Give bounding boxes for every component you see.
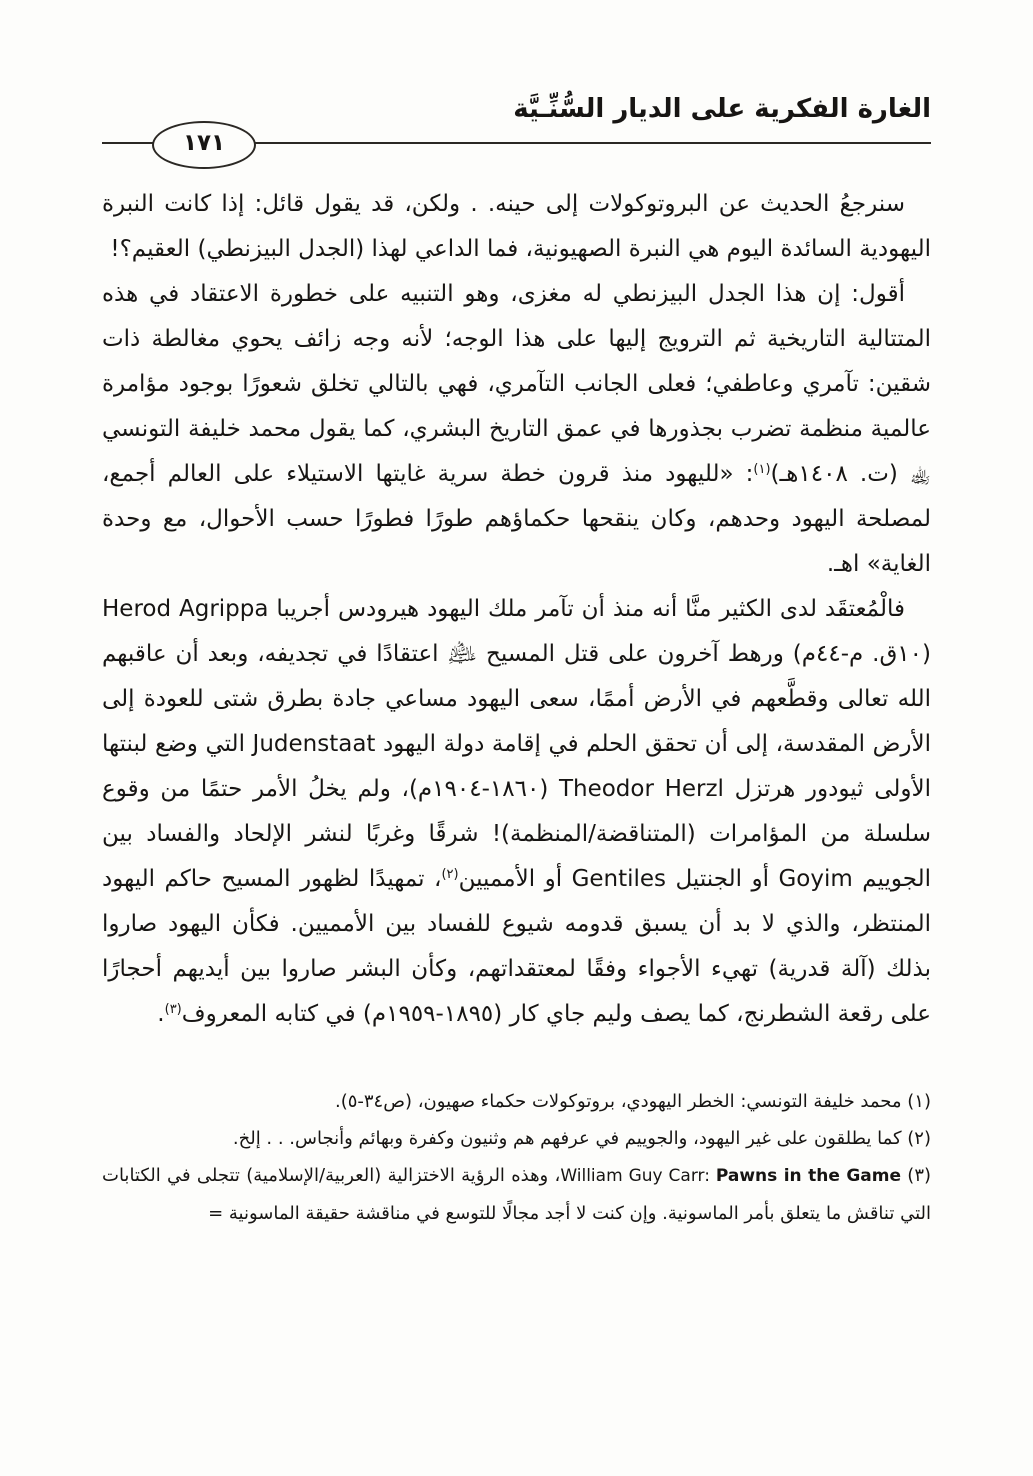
footnote-ref-1: (١) [753, 462, 771, 477]
paragraph-text: ، تمهيدًا لظهور المسيح حاكم اليهود المنتظر، والذي لا بد أن يسبق قدومه شيوع للفساد بين الأمميين. فكأن اليهود صاروا بذلك (آلة قدرية) تهيء الأجواء وفقًا لمعتقداتهم، وكأن البشر صاروا بين أيديهم أحجارًا على رقعة الشطرنج، كما يصف وليم جاي كار (١٨٩٥-١٩٥٩م) في كتابه المعروف [102, 866, 931, 1027]
body-paragraph-2 [102, 272, 931, 587]
footnote-text: ، وهذه الرؤية الاختزالية (العربية/الإسلامية) تتجلى في الكتابات التي تناقش ما يتعلق بأمر الماسونية. وإن كنت لا أجد مجالًا للتوسع في مناقشة حقيقة الماسونية = [102, 1165, 931, 1224]
body-paragraph-3 [102, 587, 931, 1037]
footnote-ref-3: (٣) [164, 1002, 182, 1017]
paragraph-text: . [157, 1001, 165, 1027]
paragraph-text: فالْمُعتقَد لدى الكثير منَّا أنه منذ أن تآمر ملك اليهود هيرودس أجريبا Herod Agrippa (١٠ق. م-٤٤م) ورهط آخرون على قتل المسيح ﵇ اعتقادًا في تجديفه، وبعد أن عاقبهم الله تعالى وقطَّعهم في الأرض أممًا، سعى اليهود مساعي جادة بطرق شتى للعودة إلى الأرض المقدسة، إلى أن تحقق الحلم في إقامة دولة اليهود Judenstaat التي وضع لبنتها الأولى ثيودور هرتزل Theodor Herzl (١٨٦٠-١٩٠٤م)، ولم يخلُ الأمر حتمًا من وقوع سلسلة من المؤامرات (المتناقضة/المنظمة)! شرقًا وغربًا لنشر الإلحاد والفساد بين الجوييم Goyim أو الجنتيل Gentiles أو الأمميين [102, 596, 932, 892]
footnote-latin-citation [560, 1166, 901, 1186]
footnote-ref-2: (٢) [441, 867, 459, 882]
page-header [102, 92, 931, 156]
footnote-3 [102, 1157, 931, 1232]
paragraph-text: أقول: إن هذا الجدل البيزنطي له مغزى، وهو التنبيه على خطورة الاعتقاد في هذه المتتالية التاريخية ثم الترويج إليها على هذا الوجه؛ لأنه وجه زائف يحوي مغالطة ذات شقين: تآمري وعاطفي؛ فعلى الجانب التآمري، فهي بالتالي تخلق شعورًا بوجود مؤامرة عالمية منظمة تضرب بجذورها في عمق التاريخ البشري، كما يقول محمد خليفة التونسي ﵀ (ت. ١٤٠٨هـ) [102, 281, 931, 487]
page-number-ornament [152, 121, 256, 169]
body-text [102, 182, 931, 1037]
footnote-text: (١) محمد خليفة التونسي: الخطر اليهودي، بروتوكولات حكماء صهيون، (ص٣٤-٥). [334, 1091, 931, 1112]
footnote-book-title: Pawns in the Game [715, 1166, 902, 1186]
footnote-2 [102, 1120, 931, 1157]
footnote-author: William Guy Carr: [560, 1166, 716, 1186]
footnote-text: (٢) كما يطلقون على غير اليهود، والجوييم في عرفهم هم وثنيون وكفرة وبهائم وأنجاس. . . إلخ. [232, 1128, 931, 1149]
footnote-1 [102, 1083, 931, 1120]
footnote-marker: (٣) [901, 1165, 932, 1186]
page-number: ١٧١ [182, 130, 226, 156]
book-title: الغارة الفكرية على الديار السُّنِّـيَّة [513, 94, 931, 124]
paragraph-text: سنرجعُ الحديث عن البروتوكولات إلى حينه. . ولكن، قد يقول قائل: إذا كانت النبرة اليهودية السائدة اليوم هي النبرة الصهيونية، فما الداعي لهذا (الجدل البيزنطي) العقيم؟! [102, 191, 931, 262]
paragraph-text: : «لليهود منذ قرون خطة سرية غايتها الاستيلاء على العالم أجمع، لمصلحة اليهود وحدهم، وكان ينقحها حكماؤهم طورًا فطورًا حسب الأحوال، مع وحدة الغاية» اهـ. [102, 461, 931, 577]
footnotes [102, 1083, 931, 1232]
header-rule [102, 130, 931, 156]
body-paragraph-1 [102, 182, 931, 272]
